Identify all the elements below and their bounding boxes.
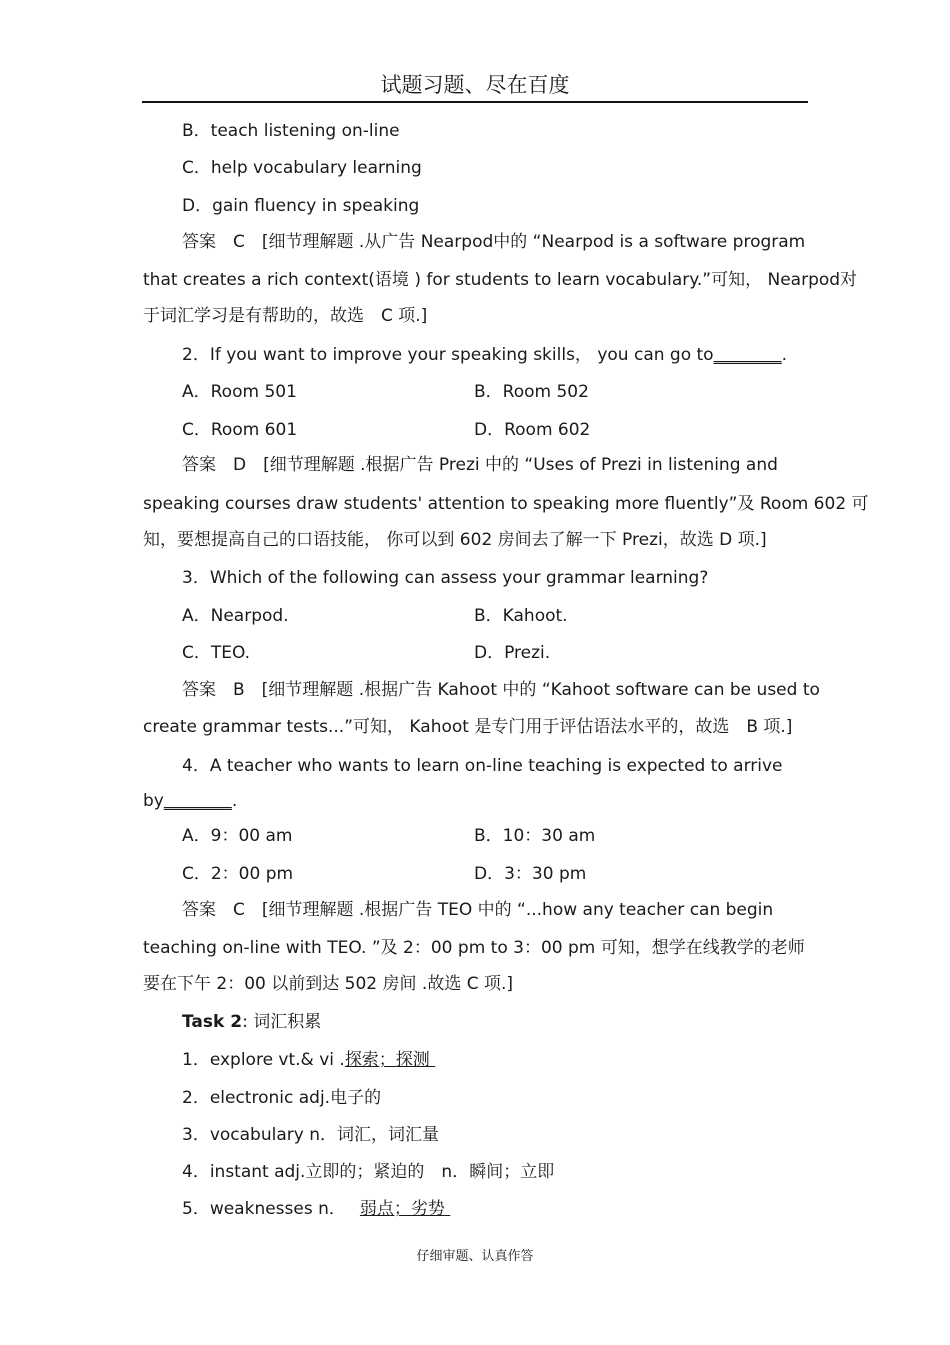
vocab-item-1-answer: 探索；探测 — [344, 1050, 430, 1070]
page-footer: 仔细审题、认真作答 — [416, 1249, 534, 1264]
answer-4-line-2: teaching on-line with TEO. ”及 2：00 pm to 3：00 pm 可知，想学在线教学的老师 — [143, 938, 805, 958]
vocab-item-1 — [182, 1049, 435, 1071]
vocab-item-3 — [182, 1124, 439, 1146]
q2-option-c: C．Room 601 — [182, 420, 298, 440]
question-2-stem — [182, 344, 787, 366]
answer-3-line-2: create grammar tests...”可知， Kahoot 是专门用于评估语法水平的，故选 B 项.] — [143, 717, 793, 737]
answer-2-line-1: 答案 D [细节理解题 .根据广告 Prezi 中的 “Uses of Prezi in listening and — [182, 455, 778, 475]
q4-option-d: D．3：30 pm — [474, 864, 587, 884]
vocab-item-5-answer: 弱点；劣势 — [359, 1199, 445, 1219]
answer-2-line-3: 知，要想提高自己的口语技能， 你可以到 602 房间去了解一下 Prezi，故选 D 项.] — [143, 530, 767, 550]
question-2-blank: ________ — [713, 345, 782, 365]
answer-2-line-2: speaking courses draw students' attention to speaking more fluently”及 Room 602 可 — [143, 494, 869, 514]
vocab-item-2 — [182, 1087, 381, 1109]
question-4-line-2 — [143, 790, 237, 812]
question-4-line-2-end: . — [231, 791, 238, 811]
answer-4-line-3: 要在下午 2：00 以前到达 502 房间 .故选 C 项.] — [143, 974, 514, 994]
vocab-item-4-text: 4．instant adj.立即的；紧迫的 n．瞬间；立即 — [182, 1162, 555, 1182]
q3-option-d: D．Prezi. — [474, 643, 551, 663]
q2-option-d: D．Room 602 — [474, 420, 591, 440]
q2-option-a: A．Room 501 — [182, 382, 297, 402]
question-4-line-1: 4．A teacher who wants to learn on-line teaching is expected to arrive — [182, 756, 783, 776]
vocab-item-5-text: 5．weaknesses n． — [182, 1199, 346, 1219]
question-2-stem-text: 2．If you want to improve your speaking skills， you can go to — [182, 345, 714, 365]
vocab-item-4 — [182, 1161, 554, 1183]
q4-option-c: C．2：00 pm — [182, 864, 294, 884]
vocab-item-1-text: 1．explore vt.& vi . — [182, 1050, 345, 1070]
answer-1-line-1: 答案 C [细节理解题 .从广告 Nearpod中的 “Nearpod is a software program — [182, 232, 806, 252]
q3-option-b: B．Kahoot. — [474, 606, 568, 626]
header-rule — [142, 101, 808, 103]
task-2-heading — [182, 1011, 321, 1033]
question-2-stem-end: . — [781, 345, 787, 365]
answer-3-line-1: 答案 B [细节理解题 .根据广告 Kahoot 中的 “Kahoot software can be used to — [182, 680, 820, 700]
question-3-stem: 3．Which of the following can assess your grammar learning? — [182, 568, 709, 588]
q4-option-a: A．9：00 am — [182, 826, 293, 846]
q3-option-a: A．Nearpod. — [182, 606, 289, 626]
answer-4-line-1: 答案 C [细节理解题 .根据广告 TEO 中的 “...how any teacher can begin — [182, 900, 774, 920]
q2-option-b: B．Room 502 — [474, 382, 589, 402]
question-4-blank: ________ — [163, 791, 232, 811]
answer-1-line-2: that creates a rich context(语境 ) for students to learn vocabulary.”可知， Nearpod对 — [143, 270, 858, 290]
page-header-title: 试题习题、尽在百度 — [380, 73, 570, 97]
q1-option-d: D．gain fluency in speaking — [182, 196, 420, 216]
question-4-line-2-text: by — [143, 791, 164, 811]
task-2-label: Task 2 — [182, 1012, 243, 1032]
q4-option-b: B．10：30 am — [474, 826, 596, 846]
vocab-item-5 — [182, 1198, 450, 1220]
q1-option-b: B．teach listening on-line — [182, 121, 400, 141]
vocab-item-2-text: 2．electronic adj.电子的 — [182, 1088, 382, 1108]
task-2-title: : 词汇积累 — [242, 1012, 322, 1032]
vocab-item-3-text: 3．vocabulary n．词汇，词汇量 — [182, 1125, 439, 1145]
q1-option-c: C．help vocabulary learning — [182, 158, 422, 178]
q3-option-c: C．TEO. — [182, 643, 251, 663]
answer-1-line-3: 于词汇学习是有帮助的，故选 C 项.] — [143, 306, 428, 326]
